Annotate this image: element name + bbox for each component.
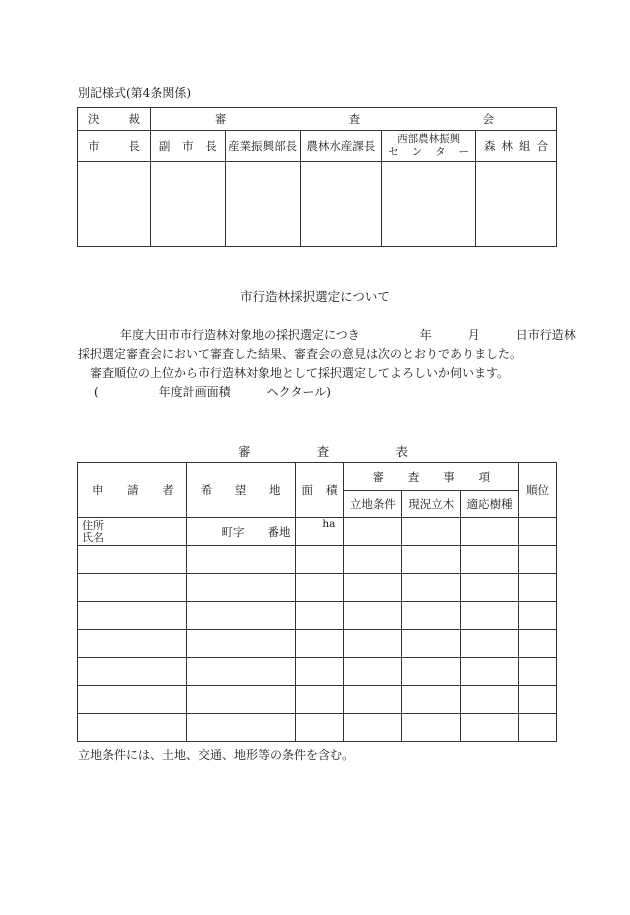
desired-land-cell[interactable]: 町字 番地 — [186, 518, 295, 546]
current-trees-cell[interactable] — [402, 658, 461, 686]
rank-cell[interactable] — [519, 686, 557, 714]
suitable-species-cell[interactable] — [461, 546, 519, 574]
suitable-species-cell[interactable] — [461, 714, 519, 742]
seal-box-vice-mayor[interactable] — [150, 162, 225, 247]
site-conditions-cell[interactable] — [344, 658, 402, 686]
site-conditions-cell[interactable] — [344, 574, 402, 602]
rank-cell[interactable] — [519, 574, 557, 602]
role-west-center: 西部農林振興 セ ン タ ー — [382, 131, 476, 162]
rank-cell[interactable] — [519, 546, 557, 574]
applicant-cell[interactable] — [78, 546, 187, 574]
col-current-trees: 現況立木 — [402, 491, 461, 518]
role-industry-director: 産業振興部長 — [225, 131, 300, 162]
footnote: 立地条件には、土地、交通、地形等の条件を含む。 — [78, 748, 355, 762]
desired-land-cell[interactable] — [186, 686, 295, 714]
desired-land-cell[interactable] — [186, 714, 295, 742]
rank-cell[interactable] — [519, 630, 557, 658]
review-table — [77, 462, 557, 742]
body-line-3: 審査順位の上位から市行造林対象地として採択選定してよろしいか伺います。 — [90, 366, 510, 380]
col-area: 面 積 — [295, 463, 344, 518]
desired-land-cell[interactable] — [186, 658, 295, 686]
applicant-cell[interactable] — [78, 574, 187, 602]
table-row — [78, 602, 557, 630]
current-trees-cell[interactable] — [402, 630, 461, 658]
area-cell[interactable] — [295, 714, 344, 742]
table-row — [78, 630, 557, 658]
col-site-conditions: 立地条件 — [344, 491, 402, 518]
area-cell[interactable] — [295, 658, 344, 686]
desired-land-cell[interactable] — [186, 602, 295, 630]
seal-box-industry[interactable] — [225, 162, 300, 247]
applicant-cell[interactable]: 住所 氏名 — [78, 518, 187, 546]
current-trees-cell[interactable] — [402, 714, 461, 742]
rank-cell[interactable] — [519, 518, 557, 546]
suitable-species-cell[interactable] — [461, 574, 519, 602]
site-conditions-cell[interactable] — [344, 686, 402, 714]
body-line-4: ( 年度計画面積 ヘクタール) — [94, 385, 331, 399]
seal-box-forest-union[interactable] — [476, 162, 557, 247]
header-review-committee: 審 査 会 — [150, 108, 556, 131]
table-row — [78, 518, 557, 546]
area-cell[interactable]: ha — [295, 518, 344, 546]
desired-land-cell[interactable] — [186, 546, 295, 574]
current-trees-cell[interactable] — [402, 602, 461, 630]
suitable-species-cell[interactable] — [461, 658, 519, 686]
seal-box-west-center[interactable] — [382, 162, 476, 247]
desired-land-cell[interactable] — [186, 630, 295, 658]
col-applicant: 申 請 者 — [78, 463, 187, 518]
site-conditions-cell[interactable] — [344, 518, 402, 546]
suitable-species-cell[interactable] — [461, 518, 519, 546]
area-cell[interactable] — [295, 546, 344, 574]
rank-cell[interactable] — [519, 658, 557, 686]
applicant-cell[interactable] — [78, 602, 187, 630]
table-row — [78, 714, 557, 742]
site-conditions-cell[interactable] — [344, 630, 402, 658]
area-cell[interactable] — [295, 686, 344, 714]
applicant-cell[interactable] — [78, 714, 187, 742]
current-trees-cell[interactable] — [402, 574, 461, 602]
table-row — [78, 658, 557, 686]
applicant-cell[interactable] — [78, 686, 187, 714]
approval-table — [77, 107, 557, 247]
current-trees-cell[interactable] — [402, 546, 461, 574]
area-cell[interactable] — [295, 574, 344, 602]
current-trees-cell[interactable] — [402, 518, 461, 546]
form-label: 別記様式(第4条関係) — [78, 86, 191, 100]
current-trees-cell[interactable] — [402, 686, 461, 714]
suitable-species-cell[interactable] — [461, 602, 519, 630]
seal-box-agriculture[interactable] — [300, 162, 382, 247]
document-title: 市行造林採択選定について — [240, 289, 390, 304]
site-conditions-cell[interactable] — [344, 602, 402, 630]
col-suitable-species: 適応樹種 — [461, 491, 519, 518]
table-row — [78, 686, 557, 714]
rank-cell[interactable] — [519, 602, 557, 630]
review-table-title: 審 査 表 — [238, 444, 408, 459]
desired-land-cell[interactable] — [186, 574, 295, 602]
table-row — [78, 546, 557, 574]
table-row — [78, 574, 557, 602]
header-decision: 決 裁 — [78, 108, 151, 131]
body-line-2: 採択選定審査会において審査した結果、審査会の意見は次のとおりでありました。 — [78, 347, 523, 361]
body-line-1: 年度大田市市行造林対象地の採択選定につき 年 月 日市行造林 — [120, 328, 576, 342]
applicant-cell[interactable] — [78, 630, 187, 658]
role-agriculture-chief: 農林水産課長 — [300, 131, 382, 162]
suitable-species-cell[interactable] — [461, 630, 519, 658]
col-desired-land: 希 望 地 — [186, 463, 295, 518]
role-mayor: 市 長 — [78, 131, 151, 162]
col-rank: 順位 — [519, 463, 557, 518]
area-cell[interactable] — [295, 602, 344, 630]
rank-cell[interactable] — [519, 714, 557, 742]
suitable-species-cell[interactable] — [461, 686, 519, 714]
applicant-cell[interactable] — [78, 658, 187, 686]
role-vice-mayor: 副 市 長 — [150, 131, 225, 162]
seal-box-mayor[interactable] — [78, 162, 151, 247]
area-cell[interactable] — [295, 630, 344, 658]
site-conditions-cell[interactable] — [344, 546, 402, 574]
site-conditions-cell[interactable] — [344, 714, 402, 742]
col-review-items: 審 査 事 項 — [344, 463, 519, 491]
role-forest-union: 森 林 組 合 — [476, 131, 557, 162]
